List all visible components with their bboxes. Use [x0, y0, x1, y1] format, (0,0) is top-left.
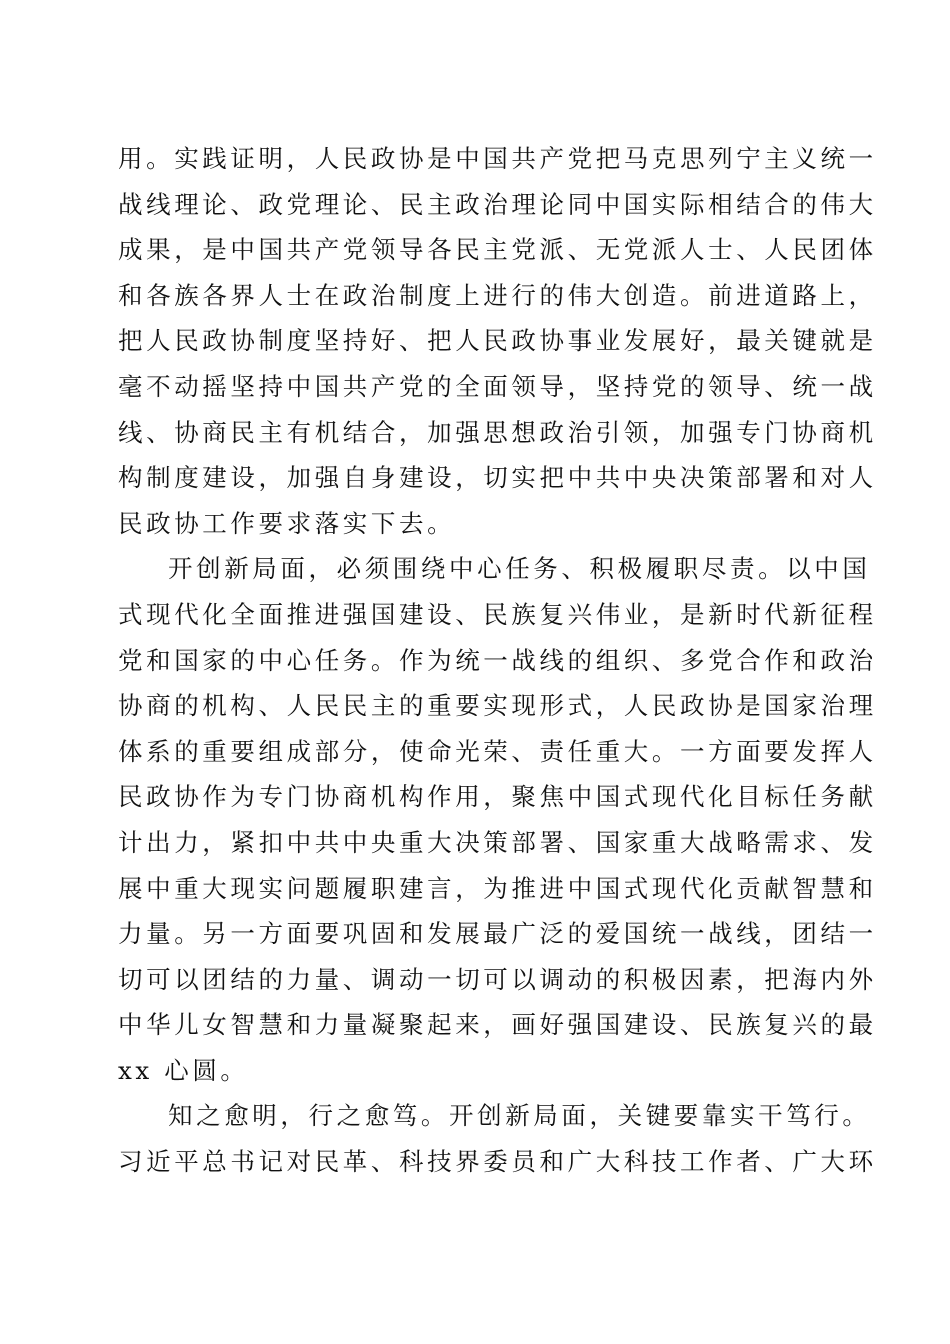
text-line: 线、协商民主有机结合，加强思想政治引领，加强专门协商机 — [118, 417, 877, 447]
text-line: 中华儿女智慧和力量凝聚起来，画好强国建设、民族复兴的最 — [118, 1010, 877, 1040]
text-line: 党和国家的中心任务。作为统一战线的组织、多党合作和政治 — [118, 645, 877, 675]
text-line: 式现代化全面推进强国建设、民族复兴伟业，是新时代新征程 — [118, 599, 877, 629]
text-line: 展中重大现实问题履职建言，为推进中国式现代化贡献智慧和 — [118, 873, 877, 903]
paragraph-first-line: 知之愈明，行之愈笃。开创新局面，关键要靠实干笃行。 — [168, 1101, 871, 1131]
text-line: 和各族各界人士在政治制度上进行的伟大创造。前进道路上， — [118, 280, 877, 310]
text-line: 习近平总书记对民革、科技界委员和广大科技工作者、广大环 — [118, 1147, 877, 1177]
text-line: 协商的机构、人民民主的重要实现形式，人民政协是国家治理 — [118, 691, 877, 721]
text-line: 民政协作为专门协商机构作用，聚焦中国式现代化目标任务献 — [118, 782, 877, 812]
text-line: 力量。另一方面要巩固和发展最广泛的爱国统一战线，团结一 — [118, 919, 877, 949]
paragraph-first-line: 开创新局面，必须围绕中心任务、积极履职尽责。以中国 — [168, 554, 871, 584]
text-line: 构制度建设，加强自身建设，切实把中共中央决策部署和对人 — [118, 463, 877, 493]
text-line: xx 心圆。 — [118, 1055, 249, 1085]
text-line: 民政协工作要求落实下去。 — [118, 508, 456, 538]
text-line: 计出力，紧扣中共中央重大决策部署、国家重大战略需求、发 — [118, 827, 877, 857]
text-line: 成果，是中国共产党领导各民主党派、无党派人士、人民团体 — [118, 235, 877, 265]
text-line: 切可以团结的力量、调动一切可以调动的积极因素，把海内外 — [118, 964, 877, 994]
body-text — [118, 136, 877, 1185]
text-line: 战线理论、政党理论、民主政治理论同中国实际相结合的伟大 — [118, 189, 877, 219]
text-line: 用。实践证明，人民政协是中国共产党把马克思列宁主义统一 — [118, 144, 877, 173]
text-line: 毫不动摇坚持中国共产党的全面领导，坚持党的领导、统一战 — [118, 371, 877, 401]
text-line: 体系的重要组成部分，使命光荣、责任重大。一方面要发挥人 — [118, 736, 877, 766]
text-line: 把人民政协制度坚持好、把人民政协事业发展好，最关键就是 — [118, 326, 877, 356]
